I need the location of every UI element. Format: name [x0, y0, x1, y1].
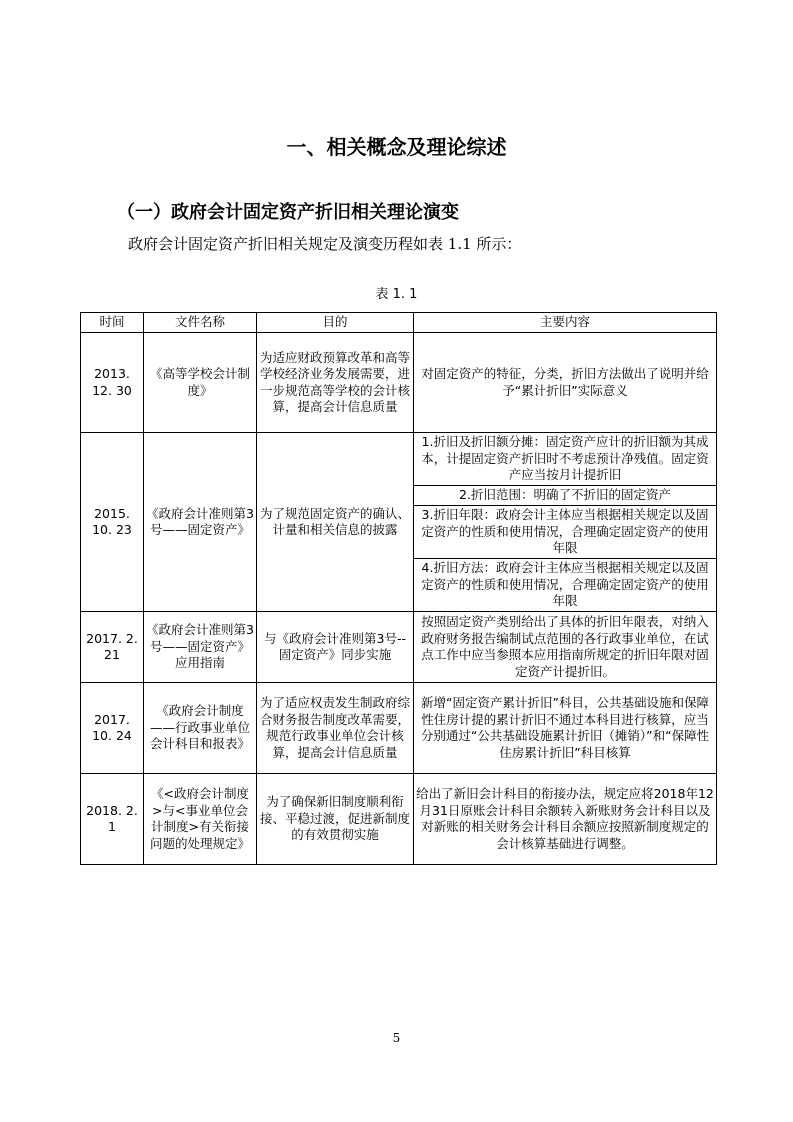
cell-document-name: 《高等学校会计制度》 — [144, 333, 257, 433]
subsection-heading: （一）政府会计固定资产折旧相关理论演变 — [117, 202, 459, 223]
cell-document-name: 《政府会计准则第3号——固定资产》应用指南 — [144, 612, 257, 683]
cell-purpose: 为了确保新旧制度顺利衔接、平稳过渡，促进新制度的有效贯彻实施 — [257, 774, 414, 865]
cell-purpose: 与《政府会计准则第3号--固定资产》同步实施 — [257, 612, 414, 683]
table-caption: 表 1. 1 — [375, 287, 418, 302]
cell-document-name: 《<政府会计制度>与<事业单位会计制度>有关衔接问题的处理规定》 — [144, 774, 257, 865]
cell-time: 2018. 2. 1 — [81, 774, 144, 865]
cell-purpose: 为适应财政预算改革和高等学校经济业务发展需要，进一步规范高等学校的会计核算，提高会计信息质量 — [257, 333, 414, 433]
table-row — [81, 774, 717, 865]
table-header-row — [81, 313, 717, 333]
header-time: 时间 — [81, 313, 144, 333]
section-heading: 一、相关概念及理论综述 — [286, 135, 507, 159]
cell-time: 2017. 2. 21 — [81, 612, 144, 683]
table-row — [81, 433, 717, 486]
cell-document-name: 《政府会计准则第3号——固定资产》 — [144, 433, 257, 612]
cell-time: 2017. 10. 24 — [81, 683, 144, 774]
table-row — [81, 612, 717, 683]
table-row — [81, 333, 717, 433]
cell-time: 2015. 10. 23 — [81, 433, 144, 612]
cell-content-item: 1.折旧及折旧额分摊：固定资产应计的折旧额为其成本，计提固定资产折旧时不考虑预计净残值。固定资产应当按月计提折旧 — [414, 433, 717, 486]
cell-content-item: 4.折旧方法：政府会计主体应当根据相关规定以及固定资产的性质和使用情况，合理确定固定资产的使用年限 — [414, 559, 717, 612]
intro-paragraph: 政府会计固定资产折旧相关规定及演变历程如表 1.1 所示： — [128, 235, 522, 253]
depreciation-table — [80, 312, 717, 865]
cell-content-item: 3.折旧年限：政府会计主体应当根据相关规定以及固定资产的性质和使用情况，合理确定固定资产的使用年限 — [414, 506, 717, 559]
cell-document-name: 《政府会计制度——行政事业单位会计科目和报表》 — [144, 683, 257, 774]
cell-purpose: 为了规范固定资产的确认、计量和相关信息的披露 — [257, 433, 414, 612]
cell-content: 给出了新旧会计科目的衔接办法，规定应将2018年12月31日原账会计科目余额转入新账财务会计科目以及对新账的相关财务会计科目余额应按照新制度规定的会计核算基础进行调整。 — [414, 774, 717, 865]
cell-content: 按照固定资产类别给出了具体的折旧年限表，对纳入政府财务报告编制试点范围的各行政事业单位，在试点工作中应当参照本应用指南所规定的折旧年限对固定资产计提折旧。 — [414, 612, 717, 683]
cell-content: 新增“固定资产累计折旧”科目，公共基础设施和保障性住房计提的累计折旧不通过本科目进行核算，应当分别通过“公共基础设施累计折旧（摊销）”和“保障性住房累计折旧”科目核算 — [414, 683, 717, 774]
table-row — [81, 683, 717, 774]
header-main-content: 主要内容 — [414, 313, 717, 333]
header-purpose: 目的 — [257, 313, 414, 333]
cell-purpose: 为了适应权责发生制政府综合财务报告制度改革需要，规范行政事业单位会计核算，提高会计信息质量 — [257, 683, 414, 774]
page-number: 5 — [392, 1031, 401, 1045]
cell-content: 对固定资产的特征，分类，折旧方法做出了说明并给予“累计折旧”实际意义 — [414, 333, 717, 433]
header-document-name: 文件名称 — [144, 313, 257, 333]
cell-content-item: 2.折旧范围：明确了不折旧的固定资产 — [414, 486, 717, 506]
cell-time: 2013. 12. 30 — [81, 333, 144, 433]
